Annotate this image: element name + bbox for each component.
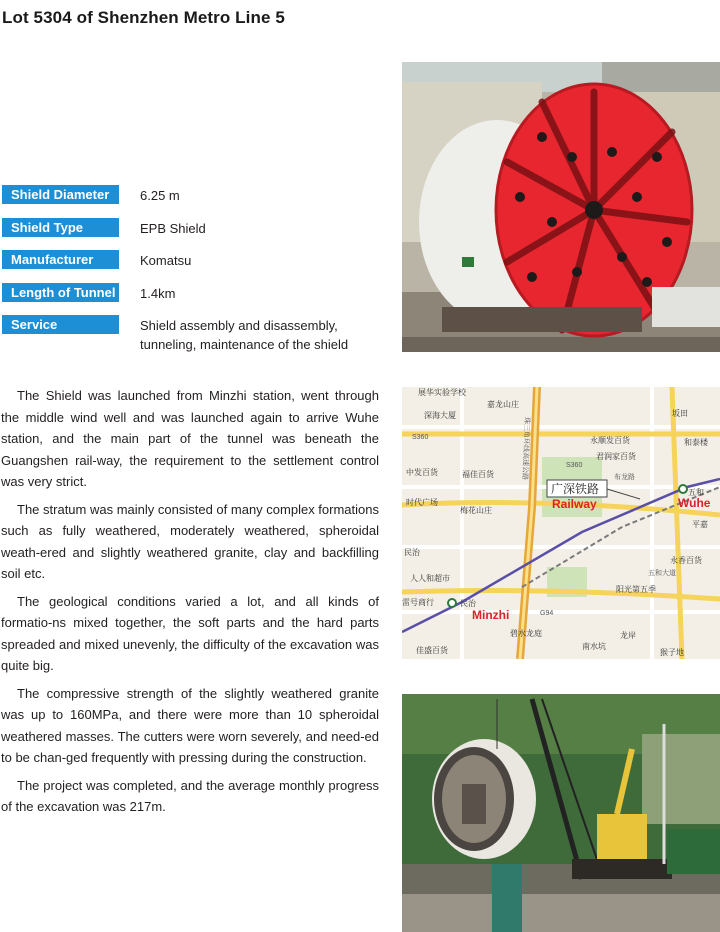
wuhe-station-label: Wuhe xyxy=(678,496,711,510)
map-place-label: 福佳百货 xyxy=(462,470,494,479)
spec-label: Length of Tunnel xyxy=(2,283,119,302)
map-place-label: 和泰楼 xyxy=(684,438,708,447)
map-place-label: 永顺发百货 xyxy=(590,436,630,445)
spec-value: Komatsu xyxy=(140,253,192,268)
paragraph: The stratum was mainly consisted of many complex formations such as fully weathered, moderately weathered, spheroidal weath-ered and slightly weathered granite, clay and backfilling soil etc. xyxy=(1,501,379,581)
spec-label: Manufacturer xyxy=(2,250,119,269)
map-place-label: 人人和超市 xyxy=(410,574,450,583)
map-place-label: 嘉龙山庄 xyxy=(487,400,519,409)
page-title: Lot 5304 of Shenzhen Metro Line 5 xyxy=(2,8,285,27)
map-place-label: 深海大厦 xyxy=(424,411,456,420)
paragraph: The compressive strength of the slightly weathered granite was up to 160MPa, and there were more than 10 spheroidal weathered masses. The cutters were worn severely, and need-ed to be chan-ged frequently with pressing during the construction. xyxy=(1,685,379,765)
map-place-label: 民治 xyxy=(404,548,420,557)
tbm-cutterhead-photo xyxy=(402,62,720,352)
map-place-label: 民治 xyxy=(460,599,476,608)
map-place-label: 碧水龙庭 xyxy=(510,629,542,638)
map-place-label: 雷号商行 xyxy=(402,598,434,607)
minzhi-station-label: Minzhi xyxy=(472,608,510,622)
paragraph: The project was completed, and the average monthly progress of the excavation was 217m. xyxy=(1,777,379,814)
map-place-label: 永香百货 xyxy=(670,556,702,565)
spec-value: Shield assembly and disassembly, tunneling, maintenance of the shield xyxy=(140,318,349,352)
map-place-label: 梅花山庄 xyxy=(460,506,492,515)
spec-value: 1.4km xyxy=(140,286,176,301)
map-road-label: S360 xyxy=(566,462,583,469)
map-place-label: 中发百货 xyxy=(406,468,438,477)
shield-lifting-photo xyxy=(402,694,720,932)
map-place-label: 龙岸 xyxy=(620,631,636,640)
map-place-label: 佳盛百货 xyxy=(416,646,448,655)
map-road-label: G94 xyxy=(540,610,554,617)
map-place-label: 君润家百货 xyxy=(596,452,636,461)
railway-label: Railway xyxy=(552,497,597,511)
map-place-label: 时代广场 xyxy=(406,498,438,507)
body-text xyxy=(1,385,379,824)
map-road-label: 五和大道 xyxy=(648,569,676,577)
spec-label: Service xyxy=(2,315,119,334)
map-place-label: 五和 xyxy=(688,488,704,497)
map-place-label: 平嘉 xyxy=(692,520,708,529)
map-place-label: 阳光第五季 xyxy=(616,585,656,594)
map-place-label: 展华实验学校 xyxy=(418,388,466,397)
map-road-label: 布龙路 xyxy=(614,473,635,481)
map-place-label: 南水坑 xyxy=(582,642,606,651)
route-map xyxy=(402,387,720,659)
paragraph: The Shield was launched from Minzhi station, went through the middle wind well and was launched again to arrive Wuhe station, and the main part of the tunnel was beneath the Guangshen rail-way, the requirement to the settlement control was very strict. xyxy=(1,388,379,489)
paragraph: The geological conditions varied a lot, and all kinds of formatio-ns mixed together, the soft parts and the hard parts spreaded and mixed unevenly, the difficulty of the excavation was quite big. xyxy=(1,593,379,673)
spec-label: Shield Type xyxy=(2,218,119,237)
map-place-label: 坂田 xyxy=(672,409,688,418)
spec-value: EPB Shield xyxy=(140,221,206,236)
map-road-label: 珠三角环线高速公路 xyxy=(520,416,531,481)
spec-label: Shield Diameter xyxy=(2,185,119,204)
map-road-label: S360 xyxy=(412,434,429,441)
railway-cn-label: 广深铁路 xyxy=(551,482,600,496)
map-place-label: 猴子地 xyxy=(660,648,684,657)
spec-value: 6.25 m xyxy=(140,188,180,203)
